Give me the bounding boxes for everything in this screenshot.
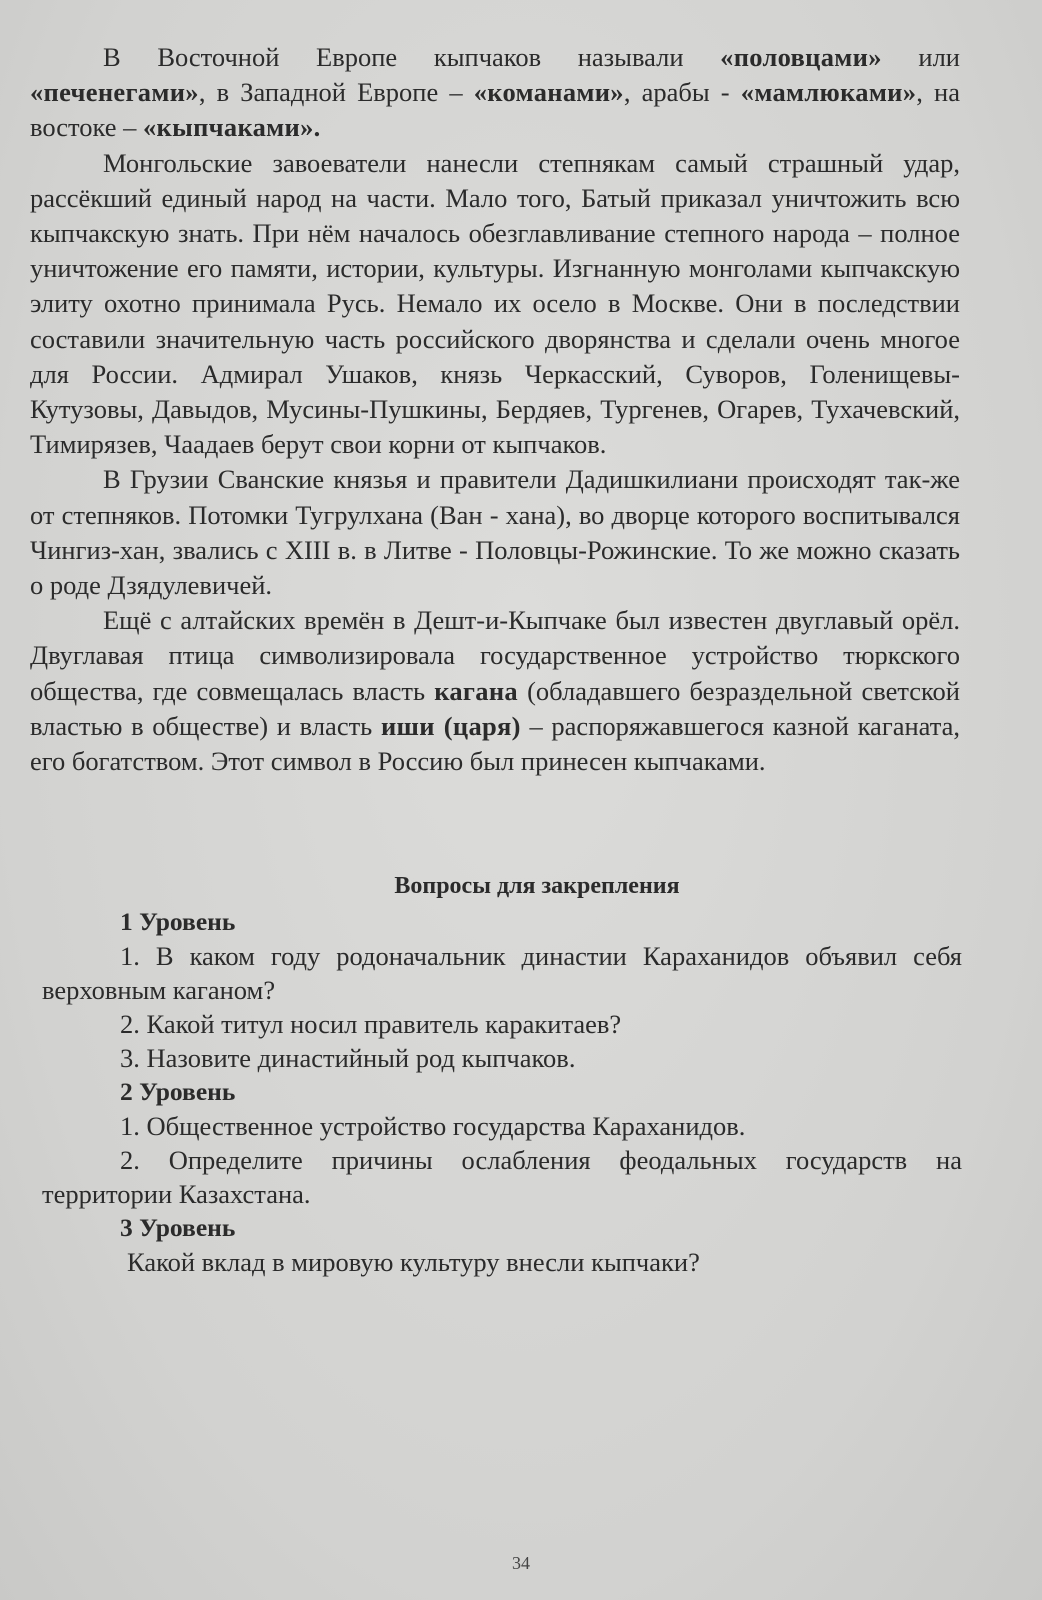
text-run: – распоряжавшегося казной каганата, его богатством. Этот символ в Россию был принесен кыпчаками. <box>30 710 961 777</box>
level-1-question-1: 1. В каком году родоначальник династии Караханидов объявил себя верховным каганом? <box>42 941 962 1005</box>
paragraph-georgia: В Грузии Сванские князья и правители Дадишкилиани происходят так-же от степняков. Потомки Тугрулхана (Ван - хана), во дворце которого воспитывался Чингиз-хан, звались с XIII в. в Литве - Половцы-Рожинские. То же можно сказать о роде Дзядулевичей. <box>30 464 960 601</box>
bold-term: «кыпчаками». <box>142 112 321 143</box>
text-run: , в Западной Европе – <box>198 77 474 108</box>
level-2-question-2: 2. Определите причины ослабления феодальных государств на территории Казахстана. <box>42 1145 962 1209</box>
text-run: , на востоке – <box>30 77 960 143</box>
paragraph-names-of-kipchaks <box>30 40 960 146</box>
text-run: или <box>881 42 960 72</box>
paragraph-mongol-conquest: Монгольские завоеватели нанесли степнякам самый страшный удар, рассёкший единый народ на части. Мало того, Батый приказал уничтожить всю кыпчакскую знать. При нём началось обезглавливание степного народа – полное уничтожение его памяти, истории, культуры. Изгнанную монголами кыпчакскую элиту охотно принимала Русь. Немало их осело в Москве. Они в последствии составили значительную часть российского дворянства и сделали очень многое для России. Адмирал Ушаков, князь Черкасский, Суворов, Голенищевы-Кутузовы, Давыдов, Мусины-Пушкины, Бердяев, Тургенев, Огарев, Тухачевский, Тимирязев, Чаадаев берут свои корни от кыпчаков. <box>30 147 960 460</box>
bold-term: «половцами» <box>720 42 882 72</box>
bold-term: иши (царя) <box>380 710 521 741</box>
main-text <box>30 40 960 779</box>
page-number: 34 <box>512 1553 530 1573</box>
bold-term: «команами» <box>473 77 624 108</box>
text-run: , арабы - <box>623 77 741 108</box>
bold-term: «мамлюками» <box>740 77 917 108</box>
review-questions <box>42 869 962 1279</box>
level-3-question-1: Какой вклад в мировую культуру внесли кыпчаки? <box>127 1247 700 1277</box>
text-run: Ещё с алтайских времён в Дешт-и-Кыпчаке был известен двуглавый орёл. Двуглавая птица символизировала государственное устройство тюркского общества, где совмещалась власть <box>30 605 960 706</box>
level-3-heading: 3 Уровень <box>120 1213 236 1242</box>
level-1-question-2: 2. Какой титул носил правитель каракитаев? <box>120 1009 622 1039</box>
level-1-question-3: 3. Назовите династийный род кыпчаков. <box>120 1043 576 1073</box>
level-2-heading: 2 Уровень <box>120 1077 236 1106</box>
bold-term: кагана <box>434 675 518 706</box>
questions-title: Вопросы для закрепления <box>394 873 680 899</box>
text-run: В Восточной Европе кыпчаков называли <box>103 42 721 72</box>
level-1-heading: 1 Уровень <box>120 907 236 936</box>
paragraph-double-headed-eagle <box>30 603 960 779</box>
level-2-question-1: 1. Общественное устройство государства Караханидов. <box>120 1111 746 1141</box>
bold-term: «печенегами» <box>30 77 199 108</box>
text-run: (обладавшего безраздельной светской властью в обществе) и власть <box>30 675 960 741</box>
